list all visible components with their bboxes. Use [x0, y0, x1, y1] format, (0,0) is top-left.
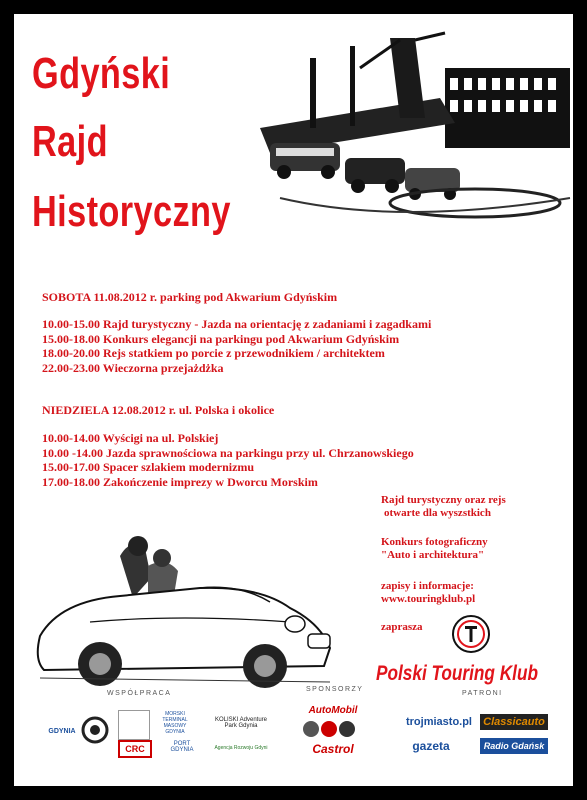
schedule-item: 10.00 -14.00 Jazda sprawnościowa na parkingu przy ul. Chrzanowskiego [42, 445, 414, 460]
info-line: Konkurs fotograficzny [381, 536, 488, 548]
info-line: otwarte dla wyszstkich [384, 507, 491, 519]
schedule-item: 15.00-18.00 Konkurs elegancji na parkingu pod Akwarium Gdyńskim [42, 331, 400, 346]
schedule-item: 10.00-14.00 Wyścigi na ul. Polskiej [42, 431, 219, 445]
patrons-label: PATRONI [462, 690, 503, 697]
website-link[interactable]: www.touringklub.pl [381, 593, 476, 605]
port-gdynia-logo: PORT GDYNIA [170, 741, 194, 753]
vintage-car-illustration [30, 526, 338, 694]
castrol-logo: Castrol [312, 742, 354, 756]
saturday-schedule [42, 317, 431, 375]
agencja-logo: Agencja Rozwoju Gdyni [214, 745, 268, 751]
cooperation-label: WSPÓŁPRACA [107, 690, 172, 697]
info-line: Rajd turystyczny oraz rejs [381, 494, 506, 506]
photo-contest-note [381, 536, 488, 562]
emblem-logo-icon [80, 712, 110, 752]
sunday-header: NIEDZIELA 12.08.2012 r. ul. Polska i okolice [42, 403, 275, 417]
radio-gdansk-logo: Radio Gdańsk [480, 738, 548, 754]
gdynia-logo: GDYNIA [48, 727, 76, 735]
sponsor-badges-icon [302, 720, 366, 738]
info-line: "Auto i architektura" [381, 549, 485, 561]
koliski-logo: KOLISKI Adventure Park Gdynia [214, 717, 268, 729]
schedule-item: 10.00-15.00 Rajd turystyczny - Jazda na orientację z zadaniami i zagadkami [42, 317, 432, 331]
signup-note [381, 580, 475, 606]
organizer-name: Polski Touring Klub [376, 662, 539, 685]
partner-logo-red: CRC [118, 740, 152, 758]
classicauto-logo: Classicauto [480, 714, 548, 730]
saturday-header: SOBOTA 11.08.2012 r. parking pod Akwarium Gdyńskim [42, 290, 338, 304]
harbor-illustration [240, 28, 573, 226]
title-line-3: Historyczny [32, 187, 231, 236]
title-line-2: Rajd [32, 117, 108, 166]
sponsors-label: SPONSORZY [306, 686, 364, 693]
sunday-schedule [42, 431, 414, 489]
poster [14, 14, 573, 786]
schedule-item: 22.00-23.00 Wieczorna przejażdżka [42, 360, 224, 375]
schedule-item: 18.00-20.00 Rejs statkiem po porcie z przewodnikiem / architektem [42, 346, 385, 360]
title-line-1: Gdyński [32, 49, 171, 98]
mtm-logo: MORSKI TERMINAL MASOWY GDYNIA [162, 711, 188, 735]
partner-logo [118, 710, 150, 740]
invites-label: zaprasza [381, 621, 423, 633]
schedule-item: 15.00-17.00 Spacer szlakiem modernizmu [42, 460, 255, 474]
gazeta-logo: gazeta [412, 739, 450, 753]
open-note [381, 494, 506, 520]
info-line: zapisy i informacje: [381, 580, 474, 592]
ptk-emblem-icon [451, 614, 491, 654]
automobil-logo: AutoMobil [308, 704, 358, 716]
schedule-item: 17.00-18.00 Zakończenie imprezy w Dworcu Morskim [42, 474, 318, 489]
trojmiasto-logo: trojmiasto.pl [405, 716, 472, 728]
